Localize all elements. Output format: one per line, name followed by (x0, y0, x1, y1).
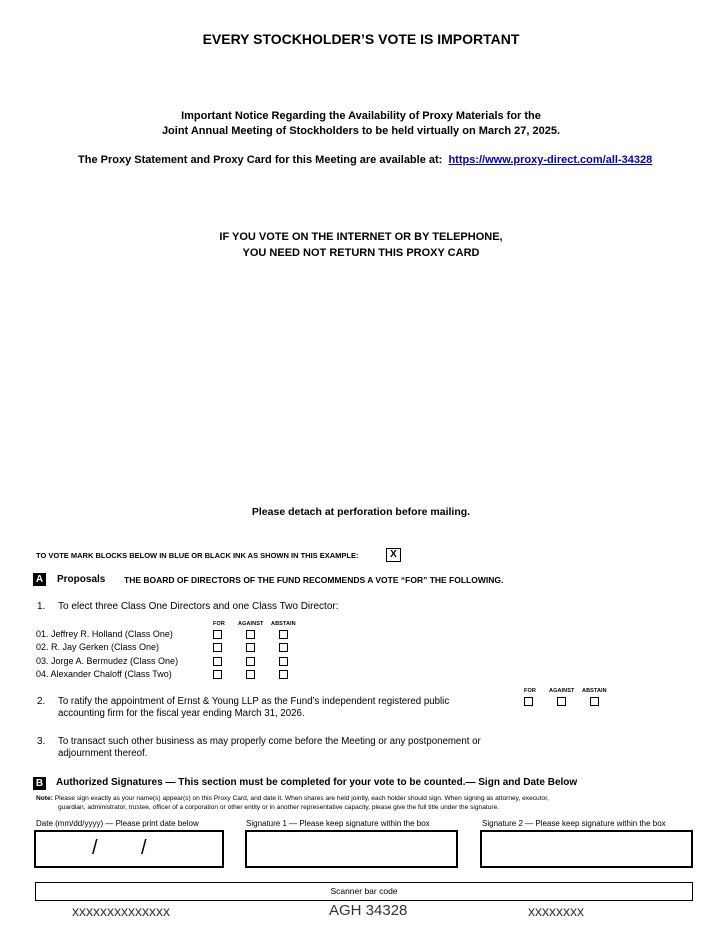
section-b-badge: B (33, 777, 46, 790)
proxy-materials-link[interactable]: https://www.proxy-direct.com/all-34328 (448, 154, 653, 166)
signature-note-line-1 (36, 795, 549, 802)
code-right: xxxxxxxx (528, 903, 584, 919)
proposal-2-for-header: FOR (524, 688, 536, 694)
vote-example-instruction: TO VOTE MARK BLOCKS BELOW IN BLUE OR BLACK INK AS SHOWN IN THIS EXAMPLE: (36, 551, 359, 560)
signature-2-field[interactable] (480, 830, 693, 868)
proposal-3-line-2: adjournment thereof. (58, 748, 148, 759)
internet-vote-line-1: IF YOU VOTE ON THE INTERNET OR BY TELEPHONE, (219, 231, 503, 243)
nominee-3-abstain-checkbox[interactable] (279, 657, 288, 666)
nominee-label: 04. Alexander Chaloff (Class Two) (36, 669, 172, 679)
signature-1-label: Signature 1 — Please keep signature within the box (246, 819, 430, 828)
board-recommendation: THE BOARD OF DIRECTORS OF THE FUND RECOMMENDS A VOTE “FOR” THE FOLLOWING. (124, 575, 504, 585)
proposal-2-abstain-checkbox[interactable] (590, 697, 599, 706)
date-separator: / (92, 837, 98, 859)
code-center: AGH 34328 (329, 902, 408, 919)
nominee-label: 03. Jorge A. Bermudez (Class One) (36, 656, 179, 666)
nominee-4-for-checkbox[interactable] (213, 670, 222, 679)
date-separator: / (141, 837, 147, 859)
code-left: xxxxxxxxxxxxxx (72, 903, 170, 919)
proposal-2-against-checkbox[interactable] (557, 697, 566, 706)
proposal-2-number: 2. (37, 696, 46, 707)
proposal-3-line-1: To transact such other business as may properly come before the Meeting or any postponement or (58, 736, 481, 747)
notice-line-1: Important Notice Regarding the Availability of Proxy Materials for the (181, 110, 541, 122)
proposal-2-line-2: accounting firm for the fiscal year ending March 31, 2026. (58, 708, 305, 719)
column-abstain-header: ABSTAIN (271, 621, 296, 627)
column-against-header: AGAINST (238, 621, 264, 627)
section-a-label: Proposals (57, 574, 106, 585)
nominee-2-against-checkbox[interactable] (246, 643, 255, 652)
signature-2-label: Signature 2 — Please keep signature within the box (482, 819, 666, 828)
nominee-2-for-checkbox[interactable] (213, 643, 222, 652)
internet-vote-line-2: YOU NEED NOT RETURN THIS PROXY CARD (242, 247, 480, 259)
date-field[interactable] (34, 830, 224, 868)
proposal-2-for-checkbox[interactable] (524, 697, 533, 706)
nominee-1-abstain-checkbox[interactable] (279, 630, 288, 639)
nominee-1-against-checkbox[interactable] (246, 630, 255, 639)
signature-note-line-2: guardian, administrator, trustee, officer of a corporation or other entity or in another representative capacity, please give the full title under the signature. (58, 804, 500, 811)
availability-line (78, 154, 652, 166)
nominee-label: 02. R. Jay Gerken (Class One) (36, 642, 160, 652)
proposal-1-number: 1. (37, 601, 46, 612)
proposal-2-line-1: To ratify the appointment of Ernst & Young LLP as the Fund’s independent registered public (58, 696, 450, 707)
notice-line-2: Joint Annual Meeting of Stockholders to be held virtually on March 27, 2025. (161, 125, 561, 137)
date-label: Date (mm/dd/yyyy) — Please print date below (36, 819, 199, 828)
nominee-1-for-checkbox[interactable] (213, 630, 222, 639)
nominee-2-abstain-checkbox[interactable] (279, 643, 288, 652)
nominee-label: 01. Jeffrey R. Holland (Class One) (36, 629, 173, 639)
proposal-3-number: 3. (37, 736, 46, 747)
availability-text: The Proxy Statement and Proxy Card for this Meeting are available at: (78, 154, 443, 166)
column-for-header: FOR (213, 621, 225, 627)
detach-notice: Please detach at perforation before mailing. (251, 506, 471, 518)
nominee-3-for-checkbox[interactable] (213, 657, 222, 666)
signatures-title: Authorized Signatures — This section must be completed for your vote to be counted.— Sign and Date Below (56, 777, 578, 788)
example-mark-box: X (386, 548, 401, 562)
proposal-2-against-header: AGAINST (549, 688, 575, 694)
signature-1-field[interactable] (245, 830, 458, 868)
proposal-2-abstain-header: ABSTAIN (582, 688, 607, 694)
scanner-bar-code: Scanner bar code (35, 882, 693, 901)
section-a-badge: A (33, 573, 46, 586)
nominee-4-against-checkbox[interactable] (246, 670, 255, 679)
page-title: EVERY STOCKHOLDER’S VOTE IS IMPORTANT (202, 31, 520, 47)
nominee-3-against-checkbox[interactable] (246, 657, 255, 666)
proposal-1-text: To elect three Class One Directors and one Class Two Director: (58, 601, 339, 612)
note-label: Note: (36, 795, 53, 802)
nominee-4-abstain-checkbox[interactable] (279, 670, 288, 679)
note-text: Please sign exactly as your name(s) appear(s) on this Proxy Card, and date it. When shares are held jointly, each holder should sign. When signing as attorney, executor, (54, 795, 549, 802)
